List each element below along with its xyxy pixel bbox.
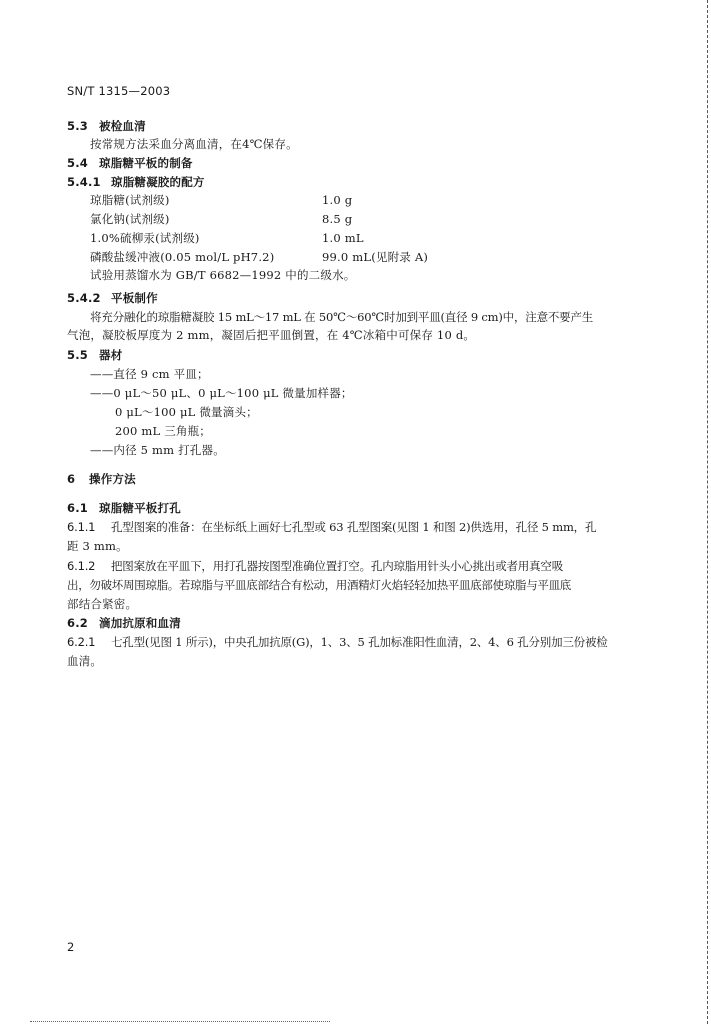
section-title: 琼脂糖平板打孔 (99, 501, 181, 515)
doc-code: SN/T 1315—2003 (67, 84, 171, 98)
section-5-3-text: 按常规方法采血分离血清，在4℃保存。 (90, 137, 298, 151)
section-5-4-1-heading (67, 175, 205, 189)
formula-name: 1.0%硫柳汞(试剂级) (90, 231, 200, 245)
formula-name: 琼脂糖(试剂级) (90, 193, 170, 207)
list-item: 0 μL～100 μL 微量滴头； (115, 405, 258, 419)
paragraph-line: 气泡，凝胶板厚度为 2 mm，凝固后把平皿倒置，在 4℃冰箱中可保存 10 d。 (67, 328, 476, 342)
formula-row (90, 193, 510, 207)
list-item: 200 mL 三角瓶； (115, 424, 212, 438)
section-number: 6.1.1 (67, 520, 96, 534)
section-number: 6 (67, 472, 76, 486)
section-title: 琼脂糖平板的制备 (99, 156, 193, 170)
section-title: 平板制作 (111, 291, 158, 305)
paragraph-line (67, 559, 563, 573)
formula-row (90, 250, 510, 264)
section-title: 操作方法 (89, 472, 136, 486)
paragraph-line: 部结合紧密。 (67, 597, 138, 611)
section-number: 5.4.1 (67, 175, 101, 189)
paragraph-line (67, 520, 596, 534)
section-number: 6.2 (67, 616, 88, 630)
section-number: 6.2.1 (67, 635, 96, 649)
section-number: 6.1.2 (67, 559, 96, 573)
section-number: 5.3 (67, 119, 88, 133)
paragraph-line: 将充分融化的琼脂糖凝胶 15 mL～17 mL 在 50℃～60℃时加到平皿(直径 9 cm)中，注意不要产生 (90, 310, 594, 324)
paragraph-line: 血清。 (67, 654, 103, 668)
scan-bottom-line (30, 1021, 330, 1022)
formula-name: 磷酸盐缓冲液(0.05 mol/L pH7.2) (90, 250, 275, 264)
section-number: 5.4 (67, 156, 88, 170)
section-5-4-heading (67, 156, 193, 170)
section-title: 滴加抗原和血清 (99, 616, 181, 630)
formula-row (90, 212, 510, 226)
section-5-3-heading (67, 119, 146, 133)
formula-value: 1.0 mL (322, 231, 364, 245)
paragraph-text: 孔型图案的准备：在坐标纸上画好七孔型或 63 孔型图案(见图 1 和图 2)供选用，孔径 5 mm，孔 (111, 520, 597, 534)
section-6-heading (67, 472, 136, 486)
section-number: 5.4.2 (67, 291, 101, 305)
section-number: 6.1 (67, 501, 88, 515)
formula-row (90, 231, 510, 245)
section-6-2-heading (67, 616, 181, 630)
formula-value: 8.5 g (322, 212, 353, 226)
list-item: ——内径 5 mm 打孔器。 (90, 443, 225, 457)
formula-name: 氯化钠(试剂级) (90, 212, 170, 226)
paragraph-text: 把图案放在平皿下，用打孔器按图型准确位置打空。孔内琼脂用针头小心挑出或者用真空吸 (111, 559, 563, 573)
section-number: 5.5 (67, 348, 88, 362)
section-5-5-heading (67, 348, 122, 362)
page-number: 2 (67, 940, 75, 954)
paragraph-line: 距 3 mm。 (67, 539, 128, 553)
section-title: 器材 (99, 348, 123, 362)
paragraph-line: 出，勿破坏周围琼脂。若琼脂与平皿底部结合有松动，用酒精灯火焰轻轻加热平皿底部使琼脂与平皿底 (67, 578, 571, 592)
paragraph-line (67, 635, 608, 649)
section-5-4-2-heading (67, 291, 158, 305)
formula-value: 1.0 g (322, 193, 353, 207)
paragraph-text: 七孔型(见图 1 所示)，中央孔加抗原(G)，1、3、5 孔加标准阳性血清，2、4、6 孔分别加三份被检 (111, 635, 608, 649)
section-6-1-heading (67, 501, 181, 515)
list-item: ——0 μL～50 μL、0 μL～100 μL 微量加样器； (90, 386, 353, 400)
formula-value: 99.0 mL(见附录 A) (322, 250, 429, 264)
list-item: ——直径 9 cm 平皿； (90, 367, 209, 381)
scan-edge-line (707, 0, 711, 1024)
formula-note: 试验用蒸馏水为 GB/T 6682—1992 中的二级水。 (90, 268, 356, 282)
section-title: 被检血清 (99, 119, 146, 133)
section-title: 琼脂糖凝胶的配方 (111, 175, 205, 189)
